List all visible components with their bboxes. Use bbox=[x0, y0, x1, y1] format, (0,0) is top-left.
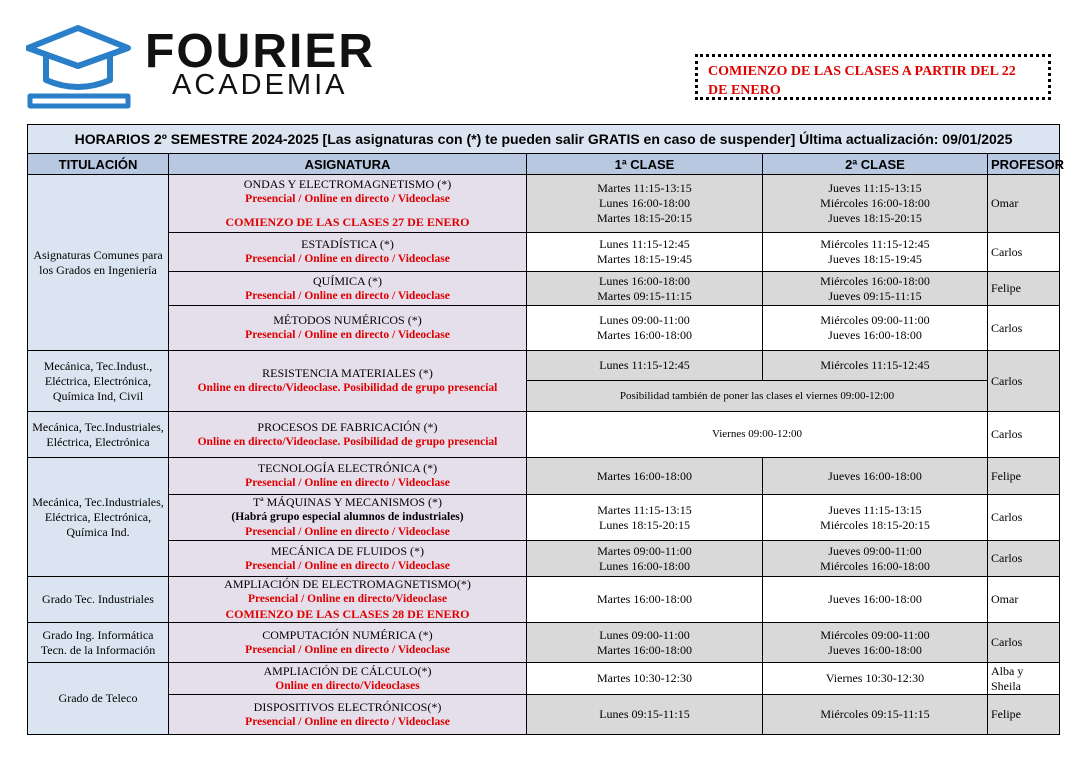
subject-name: MECÁNICA DE FLUIDOS (*) bbox=[271, 543, 424, 558]
class1-cell bbox=[527, 541, 763, 577]
time-slot: Miércoles 16:00-18:00 bbox=[820, 273, 930, 288]
professor-cell: Felipe bbox=[988, 695, 1060, 735]
time-slot: Miércoles 09:00-11:00 bbox=[820, 627, 930, 642]
subject-name: RESISTENCIA MATERIALES (*) bbox=[262, 366, 433, 380]
titulacion-cell: Asignaturas Comunes para los Grados en Ingeniería bbox=[28, 175, 169, 351]
subject-subnote: (Habrá grupo especial alumnos de industriales) bbox=[231, 511, 464, 523]
professor-cell: Felipe bbox=[988, 458, 1060, 495]
subject-name: Tª MÁQUINAS Y MECANISMOS (*) bbox=[252, 495, 443, 509]
time-slot: Jueves 11:15-13:15 bbox=[828, 502, 922, 517]
subject-mode: Online en directo/Videoclases bbox=[275, 679, 420, 692]
professor-cell: Alba y Sheila bbox=[988, 663, 1060, 695]
class2-cell: Miércoles 09:15-11:15 bbox=[763, 695, 988, 735]
time-slot: Miércoles 18:15-20:15 bbox=[820, 517, 930, 532]
class2-cell bbox=[763, 623, 988, 663]
subject-mode: Presencial / Online en directo / Videoclase bbox=[245, 193, 450, 205]
time-slot: Jueves 11:15-13:15 bbox=[828, 181, 922, 195]
merged-class-cell: Viernes 09:00-12:00 bbox=[527, 412, 988, 458]
table-row bbox=[28, 458, 1060, 495]
time-slot: Miércoles 11:15-12:45 bbox=[820, 237, 930, 251]
subject-mode: Presencial / Online en directo / Videoclase bbox=[245, 643, 450, 656]
time-slot: Martes 16:00-18:00 bbox=[597, 328, 692, 342]
time-slot: Martes 16:00-18:00 bbox=[597, 642, 692, 657]
brand-subtitle: ACADEMIA bbox=[172, 69, 348, 101]
subject-name: QUÍMICA (*) bbox=[313, 273, 382, 288]
subject-mode: Online en directo/Videoclase. Posibilidad de grupo presencial bbox=[197, 435, 498, 448]
subject-name: TECNOLOGÍA ELECTRÓNICA (*) bbox=[257, 461, 438, 475]
table-row bbox=[28, 577, 1060, 623]
brand-name: FOURIER bbox=[145, 25, 375, 78]
subject-cell bbox=[169, 351, 527, 412]
class2-cell bbox=[763, 541, 988, 577]
class1-cell bbox=[527, 272, 763, 306]
professor-cell: Carlos bbox=[988, 233, 1060, 272]
subject-mode: Presencial / Online en directo / Videoclase bbox=[245, 329, 450, 341]
subject-name: ONDAS Y ELECTROMAGNETISMO (*) bbox=[243, 177, 452, 191]
professor-cell: Carlos bbox=[988, 351, 1060, 412]
class1-cell: Martes 10:30-12:30 bbox=[527, 663, 763, 695]
time-slot: Miércoles 16:00-18:00 bbox=[820, 196, 930, 210]
time-slot: Lunes 18:15-20:15 bbox=[599, 517, 690, 532]
titulacion-cell: Grado de Teleco bbox=[28, 663, 169, 735]
start-notice: COMIENZO DE LAS CLASES A PARTIR DEL 22 DE ENERO bbox=[695, 54, 1051, 100]
header-titulacion: TITULACIÓN bbox=[28, 154, 169, 175]
subject-name: MÉTODOS NUMÉRICOS (*) bbox=[273, 313, 422, 327]
table-row bbox=[28, 233, 1060, 272]
time-slot: Lunes 16:00-18:00 bbox=[599, 273, 690, 288]
time-slot: Martes 18:15-19:45 bbox=[597, 252, 692, 266]
table-row bbox=[28, 306, 1060, 351]
subject-mode: Presencial / Online en directo / Videoclase bbox=[245, 559, 450, 572]
class1-cell bbox=[527, 495, 763, 541]
time-slot: Jueves 18:15-20:15 bbox=[828, 211, 922, 225]
table-row bbox=[28, 351, 1060, 381]
header-clase-1: 1ª CLASE bbox=[527, 154, 763, 175]
professor-cell: Carlos bbox=[988, 412, 1060, 458]
subject-name: ESTADÍSTICA (*) bbox=[301, 237, 394, 251]
subject-note: COMIENZO DE LAS CLASES 28 DE ENERO bbox=[225, 607, 470, 621]
titulacion-cell: Grado Ing. Informática Tecn. de la Información bbox=[28, 623, 169, 663]
schedule-table bbox=[27, 124, 1064, 735]
titulacion-cell: Mecánica, Tec.Industriales, Eléctrica, Electrónica, Química Ind. bbox=[28, 458, 169, 577]
graduation-cap-icon bbox=[28, 28, 128, 106]
class2-cell: Viernes 10:30-12:30 bbox=[763, 663, 988, 695]
time-slot: Miércoles 09:00-11:00 bbox=[820, 313, 930, 327]
titulacion-cell: Mecánica, Tec.Indust., Eléctrica, Electrónica, Química Ind, Civil bbox=[28, 351, 169, 412]
professor-cell: Carlos bbox=[988, 623, 1060, 663]
time-slot: Jueves 16:00-18:00 bbox=[828, 642, 922, 657]
titulacion-cell: Mecánica, Tec.Industriales, Eléctrica, Electrónica bbox=[28, 412, 169, 458]
professor-cell: Felipe bbox=[988, 272, 1060, 306]
subject-cell bbox=[169, 541, 527, 577]
time-slot: Martes 11:15-13:15 bbox=[597, 181, 692, 195]
table-row bbox=[28, 495, 1060, 541]
subject-mode: Presencial / Online en directo/Videoclase bbox=[247, 593, 448, 605]
class1-cell: Martes 16:00-18:00 bbox=[527, 577, 763, 623]
time-slot: Jueves 09:00-11:00 bbox=[828, 543, 922, 558]
class2-cell: Jueves 16:00-18:00 bbox=[763, 458, 988, 495]
subject-cell bbox=[169, 175, 527, 233]
time-slot: Lunes 16:00-18:00 bbox=[599, 196, 690, 210]
professor-cell: Carlos bbox=[988, 306, 1060, 351]
subject-cell bbox=[169, 233, 527, 272]
time-slot: Jueves 09:15-11:15 bbox=[828, 288, 922, 303]
time-slot: Martes 09:00-11:00 bbox=[597, 543, 692, 558]
table-row bbox=[28, 663, 1060, 695]
subject-mode: Presencial / Online en directo / Videoclase bbox=[245, 715, 450, 728]
table-row bbox=[28, 412, 1060, 458]
extra-note-cell: Posibilidad también de poner las clases el viernes 09:00-12:00 bbox=[527, 381, 988, 412]
class1-cell bbox=[527, 623, 763, 663]
subject-name: AMPLIACIÓN DE CÁLCULO(*) bbox=[263, 663, 432, 678]
professor-cell: Omar bbox=[988, 175, 1060, 233]
time-slot: Lunes 09:00-11:00 bbox=[599, 627, 690, 642]
class2-cell bbox=[763, 495, 988, 541]
subject-name: AMPLIACIÓN DE ELECTROMAGNETISMO(*) bbox=[224, 577, 471, 591]
subject-cell bbox=[169, 412, 527, 458]
class2-cell bbox=[763, 233, 988, 272]
subject-cell bbox=[169, 306, 527, 351]
table-row bbox=[28, 175, 1060, 233]
subject-name: COMPUTACIÓN NUMÉRICA (*) bbox=[262, 627, 433, 642]
subject-cell bbox=[169, 577, 527, 623]
time-slot: Lunes 11:15-12:45 bbox=[599, 237, 690, 251]
subject-mode: Presencial / Online en directo / Videoclase bbox=[245, 289, 450, 302]
class1-cell: Lunes 09:15-11:15 bbox=[527, 695, 763, 735]
class2-cell: Miércoles 11:15-12:45 bbox=[763, 351, 988, 381]
table-row bbox=[28, 695, 1060, 735]
time-slot: Lunes 16:00-18:00 bbox=[599, 558, 690, 573]
class1-cell: Lunes 11:15-12:45 bbox=[527, 351, 763, 381]
subject-cell bbox=[169, 695, 527, 735]
time-slot: Martes 09:15-11:15 bbox=[597, 288, 692, 303]
table-row bbox=[28, 272, 1060, 306]
header-clase-2: 2ª CLASE bbox=[763, 154, 988, 175]
subject-cell bbox=[169, 663, 527, 695]
header-asignatura: ASIGNATURA bbox=[169, 154, 527, 175]
subject-name: DISPOSITIVOS ELECTRÓNICOS(*) bbox=[253, 699, 442, 714]
subject-cell bbox=[169, 272, 527, 306]
time-slot: Jueves 18:15-19:45 bbox=[828, 252, 922, 266]
table-row bbox=[28, 541, 1060, 577]
subject-cell bbox=[169, 623, 527, 663]
subject-mode: Presencial / Online en directo / Videoclase bbox=[245, 477, 450, 489]
class1-cell bbox=[527, 306, 763, 351]
time-slot: Martes 11:15-13:15 bbox=[597, 502, 692, 517]
table-row bbox=[28, 623, 1060, 663]
professor-cell: Carlos bbox=[988, 495, 1060, 541]
class2-cell bbox=[763, 272, 988, 306]
class2-cell bbox=[763, 306, 988, 351]
professor-cell: Omar bbox=[988, 577, 1060, 623]
time-slot: Lunes 09:00-11:00 bbox=[599, 313, 690, 327]
subject-cell bbox=[169, 458, 527, 495]
time-slot: Jueves 16:00-18:00 bbox=[828, 328, 922, 342]
class2-cell bbox=[763, 175, 988, 233]
subject-mode: Presencial / Online en directo / Videoclase bbox=[245, 526, 450, 538]
subject-name: PROCESOS DE FABRICACIÓN (*) bbox=[257, 419, 438, 434]
class2-cell: Jueves 16:00-18:00 bbox=[763, 577, 988, 623]
class1-cell bbox=[527, 233, 763, 272]
subject-mode: Presencial / Online en directo / Videoclase bbox=[245, 253, 450, 265]
subject-cell bbox=[169, 495, 527, 541]
time-slot: Miércoles 16:00-18:00 bbox=[820, 558, 930, 573]
class1-cell bbox=[527, 175, 763, 233]
time-slot: Martes 18:15-20:15 bbox=[597, 211, 692, 225]
header-profesor: PROFESOR bbox=[988, 154, 1060, 175]
subject-note: COMIENZO DE LAS CLASES 27 DE ENERO bbox=[225, 215, 470, 229]
table-title: HORARIOS 2º SEMESTRE 2024-2025 [Las asignaturas con (*) te pueden salir GRATIS en caso de suspender] Última actualización: 09/01/2025 bbox=[28, 125, 1060, 154]
subject-mode: Online en directo/Videoclase. Posibilidad de grupo presencial bbox=[197, 382, 498, 394]
class1-cell: Martes 16:00-18:00 bbox=[527, 458, 763, 495]
titulacion-cell: Grado Tec. Industriales bbox=[28, 577, 169, 623]
professor-cell: Carlos bbox=[988, 541, 1060, 577]
